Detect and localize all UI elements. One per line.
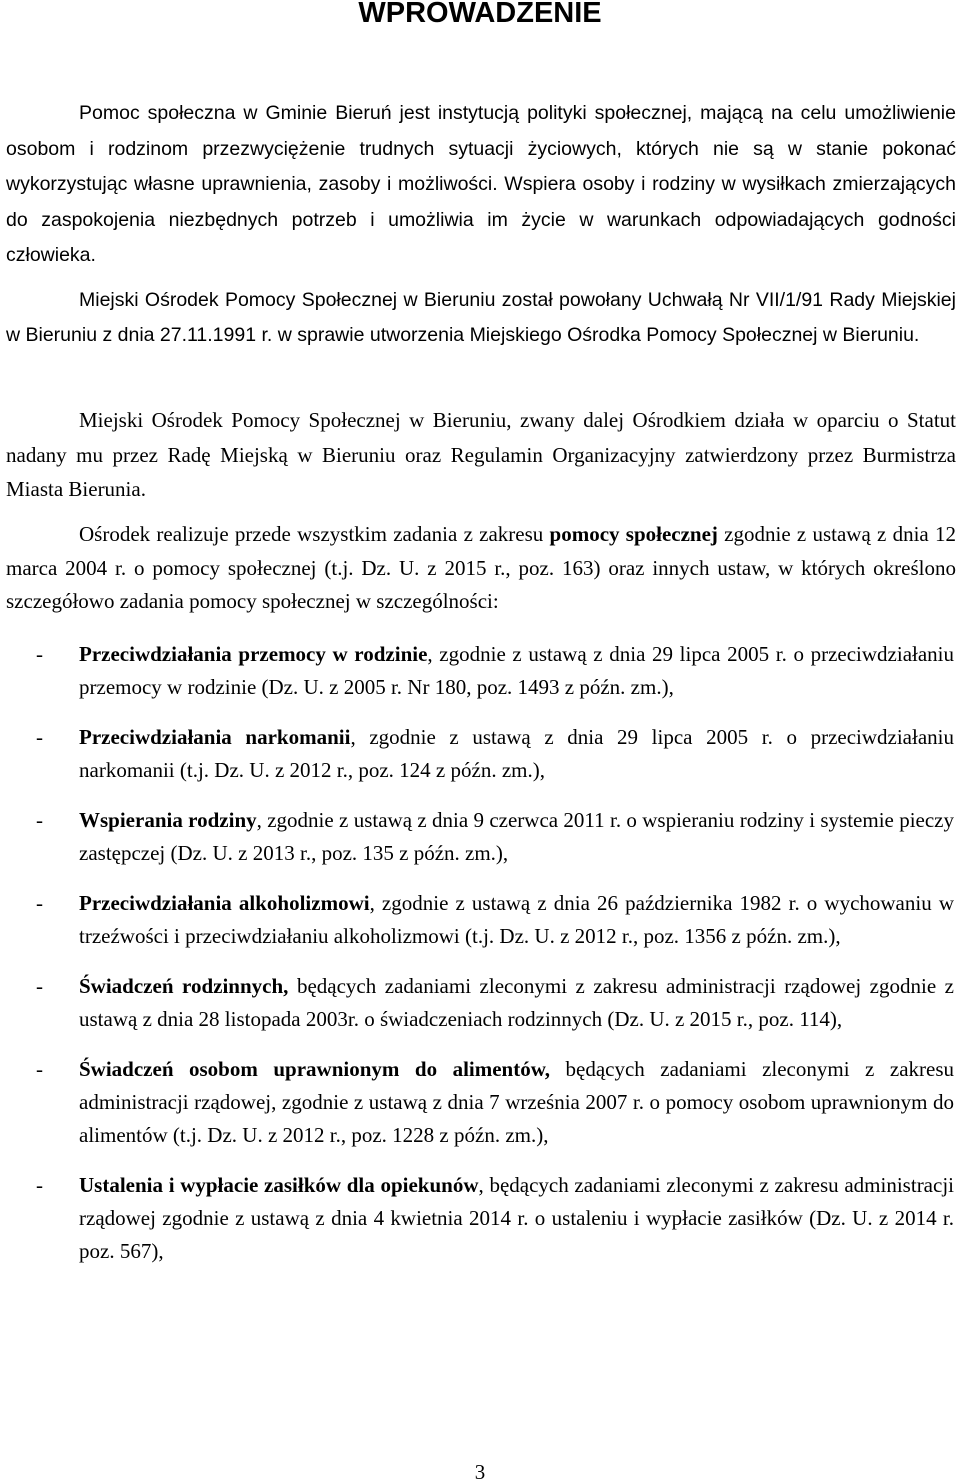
list-item-text: , zgodnie z ustawą z dnia 29 lipca 2005 r. o przeciwdziałaniu przemocy w rodzinie (Dz. U. z 2005 r. Nr 180, poz. 1493 z późn. zm.),	[79, 642, 954, 699]
list-item	[0, 1053, 960, 1152]
list-dash: -	[36, 891, 43, 915]
list-item-text: , będących zadaniami zleconymi z zakresu administracji rządowej zgodnie z ustawą z dnia 4 kwietnia 2014 r. o ustaleniu i wypłacie zasiłków (Dz. U. z 2014 r. poz. 567),	[79, 1173, 954, 1263]
list-item	[0, 970, 960, 1036]
list-item-text: , zgodnie z ustawą z dnia 26 października 1982 r. o wychowaniu w trzeźwości i przeciwdziałaniu alkoholizmowi (t.j. Dz. U. z 2012 r., poz. 1356 z późn. zm.),	[79, 891, 954, 948]
paragraph-tasks-emphasis: pomocy społecznej	[549, 522, 718, 546]
list-item	[0, 721, 960, 787]
list-item-text: będących zadaniami zleconymi z zakresu administracji rządowej, zgodnie z ustawą z dnia 7 września 2007 r. o pomocy osobom uprawnionym do alimentów (t.j. Dz. U. z 2012 r., poz. 1228 z późn. zm.),	[79, 1057, 955, 1147]
paragraph-tasks	[6, 518, 956, 619]
list-item-title: Świadczeń osobom uprawnionym do alimentów,	[79, 1057, 550, 1081]
list-dash: -	[36, 725, 43, 749]
list-item-title: Ustalenia i wypłacie zasiłków dla opiekunów	[79, 1173, 479, 1197]
list-item	[0, 804, 960, 870]
list-dash: -	[36, 808, 43, 832]
list-dash: -	[36, 1173, 43, 1197]
list-item-title: Przeciwdziałania przemocy w rodzinie	[79, 642, 428, 666]
list-dash: -	[36, 1057, 43, 1081]
list-item-text: , zgodnie z ustawą z dnia 29 lipca 2005 r. o przeciwdziałaniu narkomanii (t.j. Dz. U. z 2012 r., poz. 124 z późn. zm.),	[79, 725, 954, 782]
list-item-title: Przeciwdziałania alkoholizmowi	[79, 891, 370, 915]
list-item-text: , zgodnie z ustawą z dnia 9 czerwca 2011 r. o wspieraniu rodziny i systemie pieczy zastępczej (Dz. U. z 2013 r., poz. 135 z późn. zm.),	[79, 808, 954, 865]
list-item-title: Przeciwdziałania narkomanii	[79, 725, 351, 749]
list-item-title: Świadczeń rodzinnych,	[79, 974, 289, 998]
paragraph-founding: Miejski Ośrodek Pomocy Społecznej w Bieruniu został powołany Uchwałą Nr VII/1/91 Rady Miejskiej w Bieruniu z dnia 27.11.1991 r. w sprawie utworzenia Miejskiego Ośrodka Pomocy Społecznej w Bieruniu.	[6, 289, 956, 346]
list-item	[0, 1169, 960, 1268]
list-dash: -	[36, 642, 43, 666]
statutes-list	[0, 638, 960, 1268]
list-item	[0, 638, 960, 704]
list-item-text: będących zadaniami zleconymi z zakresu administracji rządowej zgodnie z ustawą z dnia 28 listopada 2003r. o świadczeniach rodzinnych (Dz. U. z 2015 r., poz. 114),	[79, 974, 955, 1031]
page-number: 3	[474, 1460, 486, 1484]
list-dash: -	[36, 974, 43, 998]
paragraph-intro: Pomoc społeczna w Gminie Bieruń jest instytucją polityki społecznej, mającą na celu umożliwienie osobom i rodzinom przezwyciężenie trudnych sytuacji życiowych, których nie są w stanie pokonać wykorzystując własne uprawnienia, zasoby i możliwości. Wspiera osoby i rodziny w wysiłkach zmierzających do zaspokojenia niezbędnych potrzeb i umożliwia im życie w warunkach odpowiadających godności człowieka.	[6, 102, 956, 266]
list-item	[0, 887, 960, 953]
page-title: WPROWADZENIE	[358, 0, 602, 29]
list-item-title: Wspierania rodziny	[79, 808, 257, 832]
paragraph-tasks-rest: zgodnie z ustawą z dnia 12 marca 2004 r. o pomocy społecznej (t.j. Dz. U. z 2015 r., poz. 163) oraz innych ustaw, w których określono szczegółowo zadania pomocy społecznej w szczególności:	[6, 522, 956, 613]
paragraph-statute: Miejski Ośrodek Pomocy Społecznej w Bieruniu, zwany dalej Ośrodkiem działa w oparciu o Statut nadany mu przez Radę Miejską w Bieruniu oraz Regulamin Organizacyjny zatwierdzony przez Burmistrza Miasta Bierunia.	[6, 408, 956, 501]
paragraph-tasks-lead: Ośrodek realizuje przede wszystkim zadania z zakresu	[79, 522, 550, 546]
